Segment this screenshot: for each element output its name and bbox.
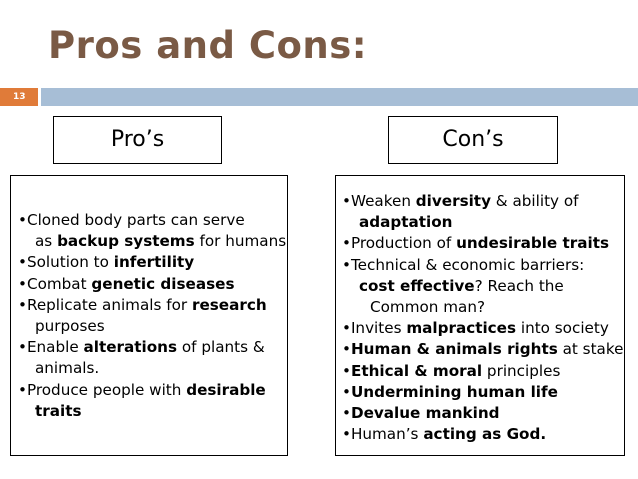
cons-list-line <box>342 255 624 276</box>
cons-list-line <box>342 297 624 318</box>
emphasis-text: alterations <box>83 338 178 357</box>
pros-list-line <box>18 401 287 422</box>
pros-list-line <box>18 231 287 252</box>
cons-list-line <box>342 233 624 254</box>
pros-list-line <box>18 358 287 379</box>
list-text: •Replicate animals for <box>18 295 192 314</box>
list-text: Common man? <box>370 298 486 317</box>
emphasis-text: backup systems <box>57 232 195 251</box>
list-text: into society <box>516 319 609 338</box>
emphasis-text: undesirable traits <box>456 234 610 253</box>
cons-list-line <box>342 403 624 424</box>
pros-list-line <box>18 316 287 337</box>
emphasis-text: Human & animals rights <box>350 340 558 359</box>
pros-list <box>10 175 288 456</box>
pros-list-line <box>18 380 287 401</box>
pros-heading: Pro’s <box>53 116 222 164</box>
pros-list-line <box>18 337 287 358</box>
emphasis-text: research <box>191 295 267 314</box>
header-bar <box>41 88 638 106</box>
emphasis-text: Undermining human life <box>350 382 558 401</box>
list-text: •Weaken <box>342 192 416 210</box>
list-text: • <box>342 382 351 401</box>
emphasis-text: acting as God. <box>423 425 547 444</box>
list-text: principles <box>482 361 561 380</box>
list-text: •Human’s <box>342 425 424 444</box>
cons-list-line <box>342 382 624 403</box>
slide-number: 13 <box>0 88 38 106</box>
list-text: •Solution to <box>18 253 114 272</box>
list-text: animals. <box>35 359 100 378</box>
cons-list-line <box>342 339 624 360</box>
cons-list-line <box>342 212 624 233</box>
list-text: •Combat <box>18 274 92 293</box>
list-text: • <box>342 404 351 423</box>
list-text: •Production of <box>342 234 457 253</box>
cons-heading: Con’s <box>388 116 558 164</box>
list-text: •Technical & economic barriers: <box>342 255 585 274</box>
emphasis-text: cost effective <box>359 276 475 295</box>
cons-list-line <box>342 276 624 297</box>
pros-list-line <box>18 274 287 295</box>
cons-list-line <box>342 424 624 445</box>
list-text: •Invites <box>342 319 407 338</box>
emphasis-text: diversity <box>415 192 491 210</box>
list-text: at stake <box>557 340 624 359</box>
list-text: • <box>342 340 351 359</box>
list-text: of plants & <box>177 338 265 357</box>
list-text: purposes <box>35 317 105 336</box>
list-text: •Enable <box>18 338 84 357</box>
list-text: for humans <box>194 232 287 251</box>
list-text: as <box>35 232 58 251</box>
emphasis-text: desirable <box>186 380 266 399</box>
emphasis-text: genetic diseases <box>91 274 235 293</box>
pros-list-line <box>18 295 287 316</box>
emphasis-text: traits <box>35 401 82 420</box>
list-text: & ability of <box>490 192 579 210</box>
pros-list-line <box>18 252 287 273</box>
cons-list-line <box>342 191 624 212</box>
emphasis-text: Ethical & moral <box>350 361 483 380</box>
slide-title: Pros and Cons: <box>48 24 368 67</box>
cons-list <box>335 175 625 456</box>
list-text: •Cloned body parts can serve <box>18 211 245 229</box>
emphasis-text: infertility <box>113 253 195 272</box>
list-text: • <box>342 361 351 380</box>
emphasis-text: adaptation <box>359 213 453 232</box>
cons-list-line <box>342 318 624 339</box>
list-text: ? Reach the <box>474 276 564 295</box>
cons-list-line <box>342 361 624 382</box>
emphasis-text: Devalue mankind <box>350 404 500 423</box>
emphasis-text: malpractices <box>406 319 517 338</box>
list-text: •Produce people with <box>18 380 187 399</box>
pros-list-line <box>18 210 287 231</box>
